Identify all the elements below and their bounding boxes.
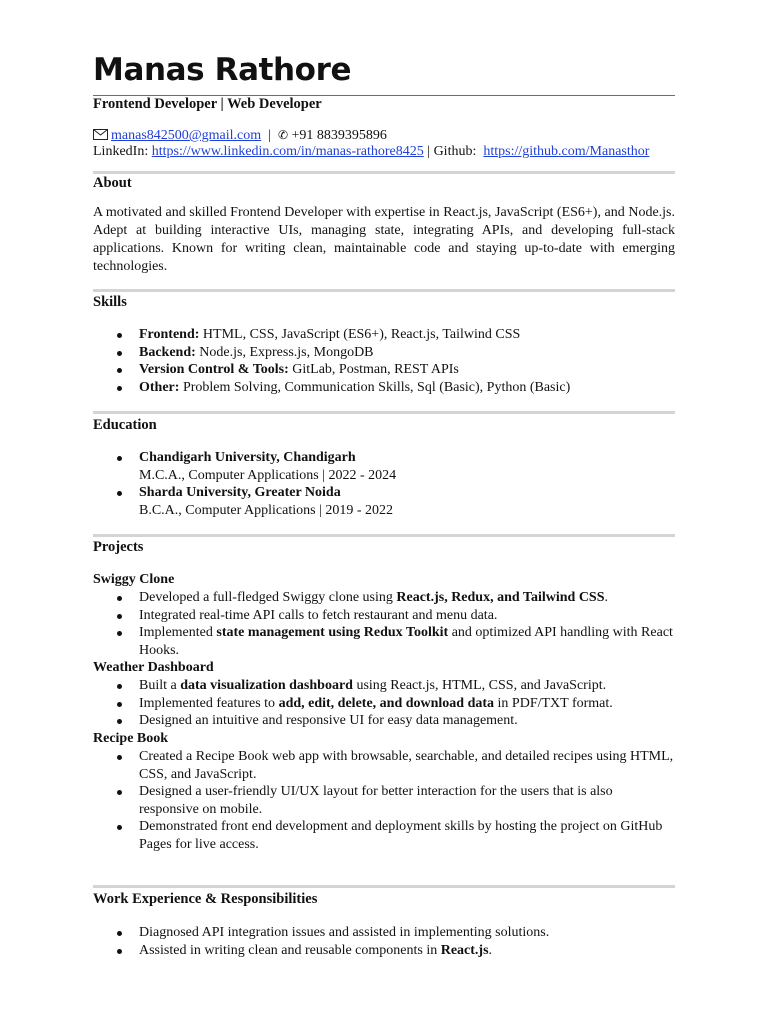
phone-number: +91 8839395896 [291,128,387,143]
skill-item: Backend: Node.js, Express.js, MongoDB [93,344,675,362]
contact-separator: | [268,128,271,143]
linkedin-label: LinkedIn: [93,144,149,159]
education-heading: Education [93,417,157,433]
project-weather-list [93,677,675,730]
list-item: Designed a user-friendly UI/UX layout for better interaction for the users that is also responsive on mobile. [93,783,675,818]
work-heading: Work Experience & Responsibilities [93,891,318,907]
work-list [93,924,675,959]
list-item: Implemented state management using Redux Toolkit and optimized API handling with React Hooks. [93,624,675,659]
envelope-icon [93,129,108,145]
list-item: Designed an intuitive and responsive UI for easy data management. [93,712,675,730]
project-swiggy-list [93,589,675,659]
candidate-name: Manas Rathore [93,52,352,88]
project-title-weather: Weather Dashboard [93,660,214,675]
education-item: Chandigarh University, Chandigarh M.C.A., Computer Applications | 2022 - 2024 [93,449,675,484]
skills-heading: Skills [93,294,127,310]
section-divider [93,534,675,537]
education-item: Sharda University, Greater Noida B.C.A., Computer Applications | 2019 - 2022 [93,484,675,519]
job-title: Frontend Developer | Web Developer [93,96,322,112]
project-title-swiggy: Swiggy Clone [93,572,175,587]
skill-item: Other: Problem Solving, Communication Skills, Sql (Basic), Python (Basic) [93,379,675,397]
social-links-line [93,144,649,160]
list-item: Integrated real-time API calls to fetch restaurant and menu data. [93,607,675,625]
github-label: | Github: [427,144,477,159]
contact-line [93,128,387,145]
list-item: Built a data visualization dashboard using React.js, HTML, CSS, and JavaScript. [93,677,675,695]
project-recipe-list [93,748,675,854]
email-link[interactable]: manas842500@gmail.com [111,128,262,143]
list-item: Demonstrated front end development and deployment skills by hosting the project on GitHub Pages for live access. [93,818,675,853]
linkedin-link[interactable]: https://www.linkedin.com/in/manas-rathore8425 [151,144,424,159]
list-item: Diagnosed API integration issues and assisted in implementing solutions. [93,924,675,942]
section-divider [93,171,675,174]
section-divider [93,289,675,292]
projects-heading: Projects [93,539,144,555]
project-title-recipe: Recipe Book [93,731,169,746]
section-divider [93,411,675,414]
phone-icon: ✆ [277,128,289,142]
education-list [93,449,675,519]
about-heading: About [93,175,132,191]
github-link[interactable]: https://github.com/Manasthor [483,144,650,159]
list-item: Developed a full-fledged Swiggy clone using React.js, Redux, and Tailwind CSS. [93,589,675,607]
list-item: Implemented features to add, edit, delete, and download data in PDF/TXT format. [93,695,675,713]
skill-item: Version Control & Tools: GitLab, Postman, REST APIs [93,361,675,379]
skill-item: Frontend: HTML, CSS, JavaScript (ES6+), React.js, Tailwind CSS [93,326,675,344]
list-item: Created a Recipe Book web app with browsable, searchable, and detailed recipes using HTML, CSS, and JavaScript. [93,748,675,783]
skills-list [93,326,675,396]
about-text: A motivated and skilled Frontend Developer with expertise in React.js, JavaScript (ES6+), and Node.js. Adept at building interactive UIs, managing state, integrating APIs, and developing full-stack applications. Known for writing clean, maintainable code and staying up-to-date with emerging technologies. [93,205,675,274]
list-item: Assisted in writing clean and reusable components in React.js. [93,942,675,960]
section-divider [93,885,675,888]
